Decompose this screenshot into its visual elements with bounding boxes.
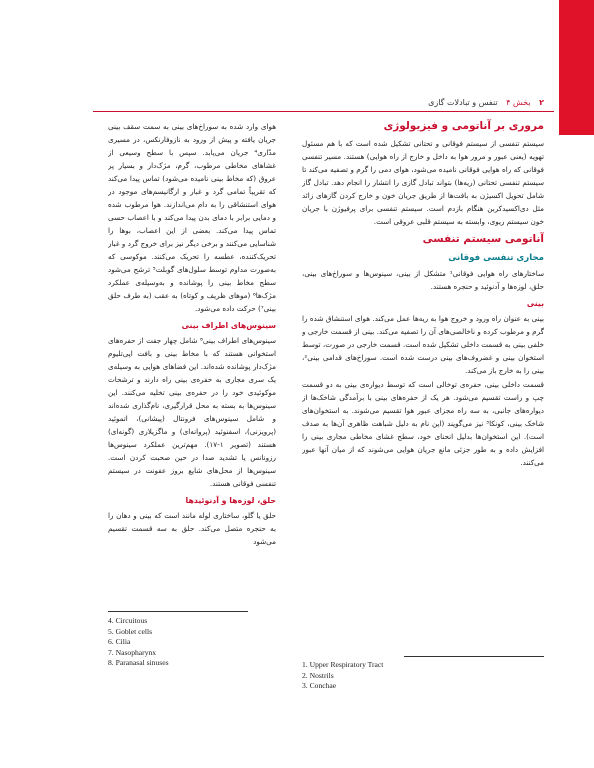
pharynx-heading: حلق، لوزه‌ها و آدنوئیدها bbox=[185, 496, 276, 505]
footnote: 1. Upper Respiratory Tract bbox=[302, 660, 384, 669]
anatomy-heading: آناتومی سیستم تنفسی bbox=[422, 233, 544, 245]
part-title: تنفس و تبادلات گازی bbox=[428, 98, 498, 107]
footnote: 2. Nostrils bbox=[302, 670, 334, 680]
nose-paragraph-1: بینی به عنوان راه ورود و خروج هوا به ریه‌ها عمل می‌کند. هوای استنشاق شده را گرم و مرطوب کرده و ناخالصی‌های آن را تصفیه می‌کند. بینی از قسمت خارجی و خلفی بینی به قسمت داخلی تشکیل شده است. قسمت خارجی در صورت، توسط استخوان بینی و غضروف‌های بینی درست شده است. سوراخ‌های قدامی بینی²، بینی را به خارج باز می‌کند. bbox=[302, 314, 544, 375]
upper-airway-heading: مجاری تنفسی فوقانی bbox=[448, 253, 544, 263]
page-number: ۲ bbox=[539, 98, 544, 107]
footnote-divider-left bbox=[108, 611, 248, 612]
intro-paragraph: سیستم تنفسی از سیستم فوقانی و تحتانی تشکیل شده است که با هم مسئول تهویه (یعنی عبور و مرور هوا به داخل و خارج از راه هوایی) هستند. مسیر تنفسی فوقانی که راه هوایی فوقانی نامیده می‌شود، هوای دمی را گرم و تصفیه می‌کند تا سیستم تنفسی تحتانی (ریه‌ها) بتواند تبادل گازی را انتشار را انجام دهد. تبادل گاز شامل تحویل اکسیژن به بافت‌ها از طریق جریان خون و خارج کردن گازهای زائد مثل دی‌اکسیدکربن هنگام بازدم است. سیستم تنفسی برای پرفیوژن با جریان خون سیستم ریوی، وابسته به سیستم قلبی عروقی است. bbox=[302, 139, 544, 226]
airflow-paragraph: هوای وارد شده به سوراخ‌های بینی به سمت سقف بینی جریان یافته و پیش از ورود به نازوفارنکس، در مسیری مدّاری⁴ جریان می‌یابد. سپس با سطح وسیعی از غشاهای مخاطی مرطوب، گرم، مژک‌دار و بسیار پر عروق (که مخاط بینی نامیده می‌شود) تماس پیدا می‌کند که تقریباً تمامی گرد و غبار و ارگانیسم‌های موجود در هوای استنشاقی را به دام می‌اندازند. هوا مرطوب شده و دمایی برابر با دمای بدن پیدا می‌کند و با اعصاب حسی تماس پیدا می‌کند. بعضی از این اعصاب، بوها را شناسایی می‌کنند و برخی دیگر نیز برای خروج گرد و غبار تحریک‌کننده، عطسه را تحریک می‌کنند. موکوسی که به‌صورت مداوم توسط سلول‌های گوبلت⁵ ترشح می‌شود سطح مخاط بینی را پوشانده و به‌وسیله‌ی عملکرد مژک‌ها⁶ (موهای ظریف و کوتاه) به عقب (به طرف حلق بینی⁷) حرکت داده می‌شود. bbox=[108, 122, 276, 313]
nose-paragraph-2: قسمت داخلی بینی، حفره‌ی توخالی است که توسط دیواره‌ی بینی به دو قسمت چپ و راست تقسیم می‌شود. هر یک از حفره‌های بینی با برآمدگی شاخک‌ها از دیواره‌های جانبی، به سه راه مجزای عبور هوا تقسیم می‌شوند. به استخوان‌های شاخک بینی، کونکا³ نیز می‌گویند (این نام به دلیل شباهت ظاهری آن‌ها به صدف است). این استخوان‌ها بدلیل انحنای خود، سطح غشای مخاطی مجاری بینی را افزایش داده و به طور جزئی مانع جریان هوایی می‌شوند که از میان آنها عبور می‌کنند. bbox=[302, 380, 544, 467]
header-rule bbox=[93, 111, 554, 112]
footnote: 7. Nasopharynx bbox=[108, 647, 157, 657]
running-header bbox=[428, 98, 544, 107]
footnotes-right bbox=[302, 660, 472, 692]
pharynx-paragraph: حلق یا گلو، ساختاری لوله مانند است که بینی و دهان را به حنجره متصل می‌کند. حلق به سه قسمت تقسیم می‌شود bbox=[108, 511, 276, 546]
footnote-divider-right bbox=[404, 656, 544, 657]
left-column bbox=[108, 120, 276, 645]
footnote: 6. Cilia bbox=[108, 637, 131, 646]
footnotes-left bbox=[108, 616, 268, 669]
chapter-tab bbox=[559, 0, 594, 135]
part-label: بخش ۴ bbox=[506, 98, 531, 107]
section-title: مروری بر آناتومی و فیزیولوژی bbox=[383, 120, 544, 132]
sinus-heading: سینوس‌های اطراف بینی bbox=[181, 321, 276, 330]
footnote: 4. Circuitous bbox=[108, 616, 148, 625]
sinus-paragraph: سینوس‌های اطراف بینی⁸ شامل چهار جفت از حفره‌های استخوانی هستند که با مخاط بینی و بافت اپی‌تلیوم مژک‌دار پوشانده شده‌اند. این فضاهای هوایی به وسیله‌ی یک سری مجاری به حفره‌ی بینی راه دارند و ترشحات موکوئیدی خود را در حفره‌ی بینی تخلیه می‌کنند. این سینوس‌ها به بسته به محل قرارگیری، نام‌گذاری شده‌اند و شامل سینوس‌های فرونتال (پیشانی)، اتموئید (پرویزنی)، اسفنوئید (پروانه‌ای) و ماگزیلاری (گونه‌ای) هستند (تصویر ۱-۱۷). مهم‌ترین عملکرد سینوس‌ها رزونانس یا تشدید صدا در حین صحبت کردن است. سینوس‌ها از محل‌های شایع بروز عفونت در سیستم تنفسی فوقانی هستند. bbox=[108, 336, 276, 488]
footnote: 5. Goblet cells bbox=[108, 626, 153, 636]
footnote: 3. Conchae bbox=[302, 681, 337, 690]
upper-airway-paragraph: ساختارهای راه هوایی فوقانی¹ متشکل از بینی، سینوس‌ها و سوراخ‌های بینی، حلق، لوزه‌ها و آدنوئید و حنجره هستند. bbox=[302, 269, 544, 291]
nose-heading: بینی bbox=[526, 299, 544, 308]
right-column bbox=[302, 115, 544, 640]
footnote: 8. Paranasal sinuses bbox=[108, 658, 169, 667]
